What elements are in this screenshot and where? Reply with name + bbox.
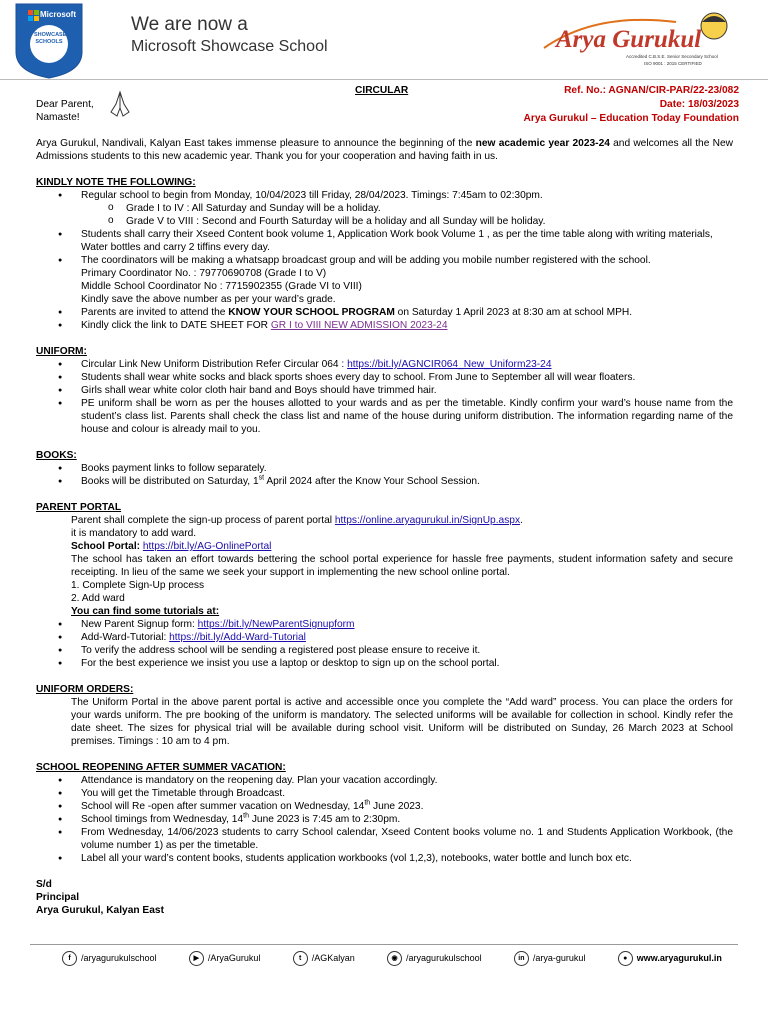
list-item: ● Circular Link New Uniform Distribution Refer Circular 064 : https://bit.ly/AGNCIR064_New_Uniform23-24 xyxy=(36,358,733,371)
list-item: ● Books will be distributed on Saturday, 1st April 2024 after the Know Your School Session. xyxy=(36,475,733,488)
arya-gurukul-logo xyxy=(536,8,741,70)
reopen-heading: SCHOOL REOPENING AFTER SUMMER VACATION: xyxy=(36,762,286,773)
footer-linkedin[interactable]: in /arya-gurukul xyxy=(514,951,586,966)
footer-divider xyxy=(30,944,738,945)
list-item: ● You will get the Timetable through Broadcast. xyxy=(36,787,733,800)
list-item: ● Add-Ward-Tutorial: https://bit.ly/Add-Ward-Tutorial xyxy=(36,631,733,644)
note-heading: KINDLY NOTE THE FOLLOWING: xyxy=(36,177,196,188)
list-item: ● School timings from Wednesday, 14th June 2023 is 7:45 am to 2:30pm. xyxy=(36,813,733,826)
intro-paragraph: Arya Gurukul, Nandivali, Kalyan East takes immense pleasure to announce the beginning of the new academic year 2023-24 and welcomes all the New Admissions students to this new academic year. Thank you for your cooperation and having faith in us. xyxy=(36,138,733,162)
footer-facebook[interactable]: f /aryagurukulschool xyxy=(62,951,157,966)
add-ward-tutorial-link[interactable]: https://bit.ly/Add-Ward-Tutorial xyxy=(169,632,306,643)
list-item: ● Kindly click the link to DATE SHEET FOR GR I to VIII NEW ADMISSION 2023-24 xyxy=(36,319,733,332)
portal-heading: PARENT PORTAL xyxy=(36,502,122,513)
list-item: ● Attendance is mandatory on the reopening day. Plan your vacation accordingly. xyxy=(36,774,733,787)
books-list xyxy=(36,462,733,488)
tutorials-heading: You can find some tutorials at: xyxy=(71,606,220,617)
footer-website[interactable]: ● www.aryagurukul.in xyxy=(618,951,722,966)
date-sheet-link[interactable]: GR I to VIII NEW ADMISSION 2023-24 xyxy=(270,320,448,331)
signoff-title: Principal xyxy=(36,892,80,903)
twitter-icon: t xyxy=(293,951,308,966)
school-portal-link[interactable]: https://bit.ly/AG-OnlinePortal xyxy=(142,541,272,552)
footer xyxy=(62,951,722,966)
signup-link[interactable]: https://online.aryagurukul.in/SignUp.aspx xyxy=(334,515,521,526)
list-subitem: o Grade I to IV : All Saturday and Sunday will be a holiday. xyxy=(36,202,733,215)
list-item: ● School will Re -open after summer vacation on Wednesday, 14th June 2023. xyxy=(36,800,733,813)
headline-line2: Microsoft Showcase School xyxy=(131,38,328,55)
instagram-icon: ◉ xyxy=(387,951,402,966)
logo-sub1: Accredited C.B.S.E. Senior Secondary School xyxy=(626,54,718,59)
list-item: ● Label all your ward’s content books, students application workbooks (vol 1,2,3), notebooks, water bottle and lunch box etc. xyxy=(36,852,733,865)
list-item: ● The coordinators will be making a whatsapp broadcast group and will be adding you mobile number registered with the school. Primary Coordinator No. : 79770690708 (Grade I to V) Middle School Coordinator No : 7715902355 (Grade VI to VIII) Kindly save the above number as per your ward’s grade. xyxy=(36,254,733,306)
list-item: ● Parents are invited to attend the KNOW YOUR SCHOOL PROGRAM on Saturday 1 April 2023 at 8:30 am at school MPH. xyxy=(36,306,733,319)
headline-line1: We are now a xyxy=(131,14,248,35)
reopen-list xyxy=(36,774,733,865)
list-subitem: o Grade V to VIII : Second and Fourth Saturday will be a holiday and all Sunday will be holiday. xyxy=(36,215,733,228)
list-item: ● Regular school to begin from Monday, 10/04/2023 till Friday, 28/04/2023. Timings: 7:45am to 02:30pm. xyxy=(36,189,733,202)
list-item: ● Students shall carry their Xseed Content book volume 1, Application Work book Volume 1 , as per the time table along with writing materials, Water bottles and carry 2 tiffins every day. xyxy=(36,228,733,254)
ref-number: Ref. No.: AGNAN/CIR-PAR/22-23/082 xyxy=(564,85,739,96)
youtube-icon: ▶ xyxy=(189,951,204,966)
facebook-icon: f xyxy=(62,951,77,966)
logo-text: Arya Gurukul xyxy=(556,26,702,53)
books-heading: BOOKS: xyxy=(36,450,77,461)
portal-section: Parent shall complete the sign-up process of parent portal https://online.aryagurukul.in/SignUp.aspx. it is mandatory to add ward. School Portal: https://bit.ly/AG-OnlinePortal The school has taken an effort towards bettering the school portal experience for hassle free payments, student information safety and secure receipting. In lieu of the same we seek your support in implementing the new school online portal. 1. Complete Sign-Up process 2. Add ward You can find some tutorials at: ● New Parent Signup form: https://bit.ly/NewParentSignupform ● Add-Ward-Tutorial: https://bit.ly/Add-Ward-Tutorial ● To verify the address school will be sending a registered post please ensure to receive it. ● For the best experience we insist you use a laptop or desktop to sign up on the school portal. xyxy=(36,514,733,670)
namaste-icon xyxy=(107,90,133,122)
uniform-heading: UNIFORM: xyxy=(36,346,87,357)
footer-twitter[interactable]: t /AGKalyan xyxy=(293,951,355,966)
organisation: Arya Gurukul – Education Today Foundation xyxy=(523,113,739,124)
footer-instagram[interactable]: ◉ /aryagurukulschool xyxy=(387,951,482,966)
list-item: ● For the best experience we insist you use a laptop or desktop to sign up on the school portal. xyxy=(36,657,733,670)
signup-form-link[interactable]: https://bit.ly/NewParentSignupform xyxy=(197,619,355,630)
microsoft-showcase-badge xyxy=(14,2,84,80)
footer-youtube[interactable]: ▶ /AryaGurukul xyxy=(189,951,261,966)
list-item: ● From Wednesday, 14/06/2023 students to carry School calendar, Xseed Content books volume no. 1 and Students Application Workbook, (the volume number 1) as per the timetable. xyxy=(36,826,733,852)
signoff-org: Arya Gurukul, Kalyan East xyxy=(36,905,164,916)
orders-heading: UNIFORM ORDERS: xyxy=(36,684,134,695)
linkedin-icon: in xyxy=(514,951,529,966)
salutation: Dear Parent, xyxy=(36,99,94,110)
badge-brand: Microsoft xyxy=(40,10,76,19)
circular-body xyxy=(36,137,733,917)
note-list xyxy=(36,189,733,332)
orders-paragraph: The Uniform Portal in the above parent portal is active and accessible once you complete the “Add ward” process. You can place the orders for your wards uniform. The pre booking of the uniform is mandatory. The selected uniforms will be available for collection in school. Kindly refer the date sheet. The sizes for physical trial will be available during school visit. Uniform will be distributed on Sunday, 26 March 2023 at School premises. Timings : 10 am to 4 pm. xyxy=(71,697,733,747)
uniform-list xyxy=(36,358,733,436)
list-item: ● Girls shall wear white color cloth hair band and Boys should have trimmed hair. xyxy=(36,384,733,397)
signoff-sd: S/d xyxy=(36,879,52,890)
badge-text: SHOWCASE SCHOOLS xyxy=(34,32,67,45)
list-item: ● Students shall wear white socks and black sports shoes every day to school. From June to September all will wear floaters. xyxy=(36,371,733,384)
list-item: ● Books payment links to follow separately. xyxy=(36,462,733,475)
header-divider xyxy=(0,79,768,80)
list-item: ● New Parent Signup form: https://bit.ly/NewParentSignupform xyxy=(36,618,733,631)
logo-sub2: ISO 9001 : 2015 CERTIFIED xyxy=(644,61,702,66)
list-item: ● PE uniform shall be worn as per the houses allotted to your wards and as per the timetable. Kindly confirm your ward’s house name from the student’s class list. Parents shall check the class list and name of the house during uniform distribution. The information regarding name of the house and colour is already mail to you. xyxy=(36,397,733,436)
list-item: ● To verify the address school will be sending a registered post please ensure to receive it. xyxy=(36,644,733,657)
page-title: CIRCULAR xyxy=(355,85,409,96)
uniform-circular-link[interactable]: https://bit.ly/AGNCIR064_New_Uniform23-24 xyxy=(347,359,552,370)
greeting: Namaste! xyxy=(36,112,80,123)
globe-icon: ● xyxy=(618,951,633,966)
circular-date: Date: 18/03/2023 xyxy=(659,99,739,110)
